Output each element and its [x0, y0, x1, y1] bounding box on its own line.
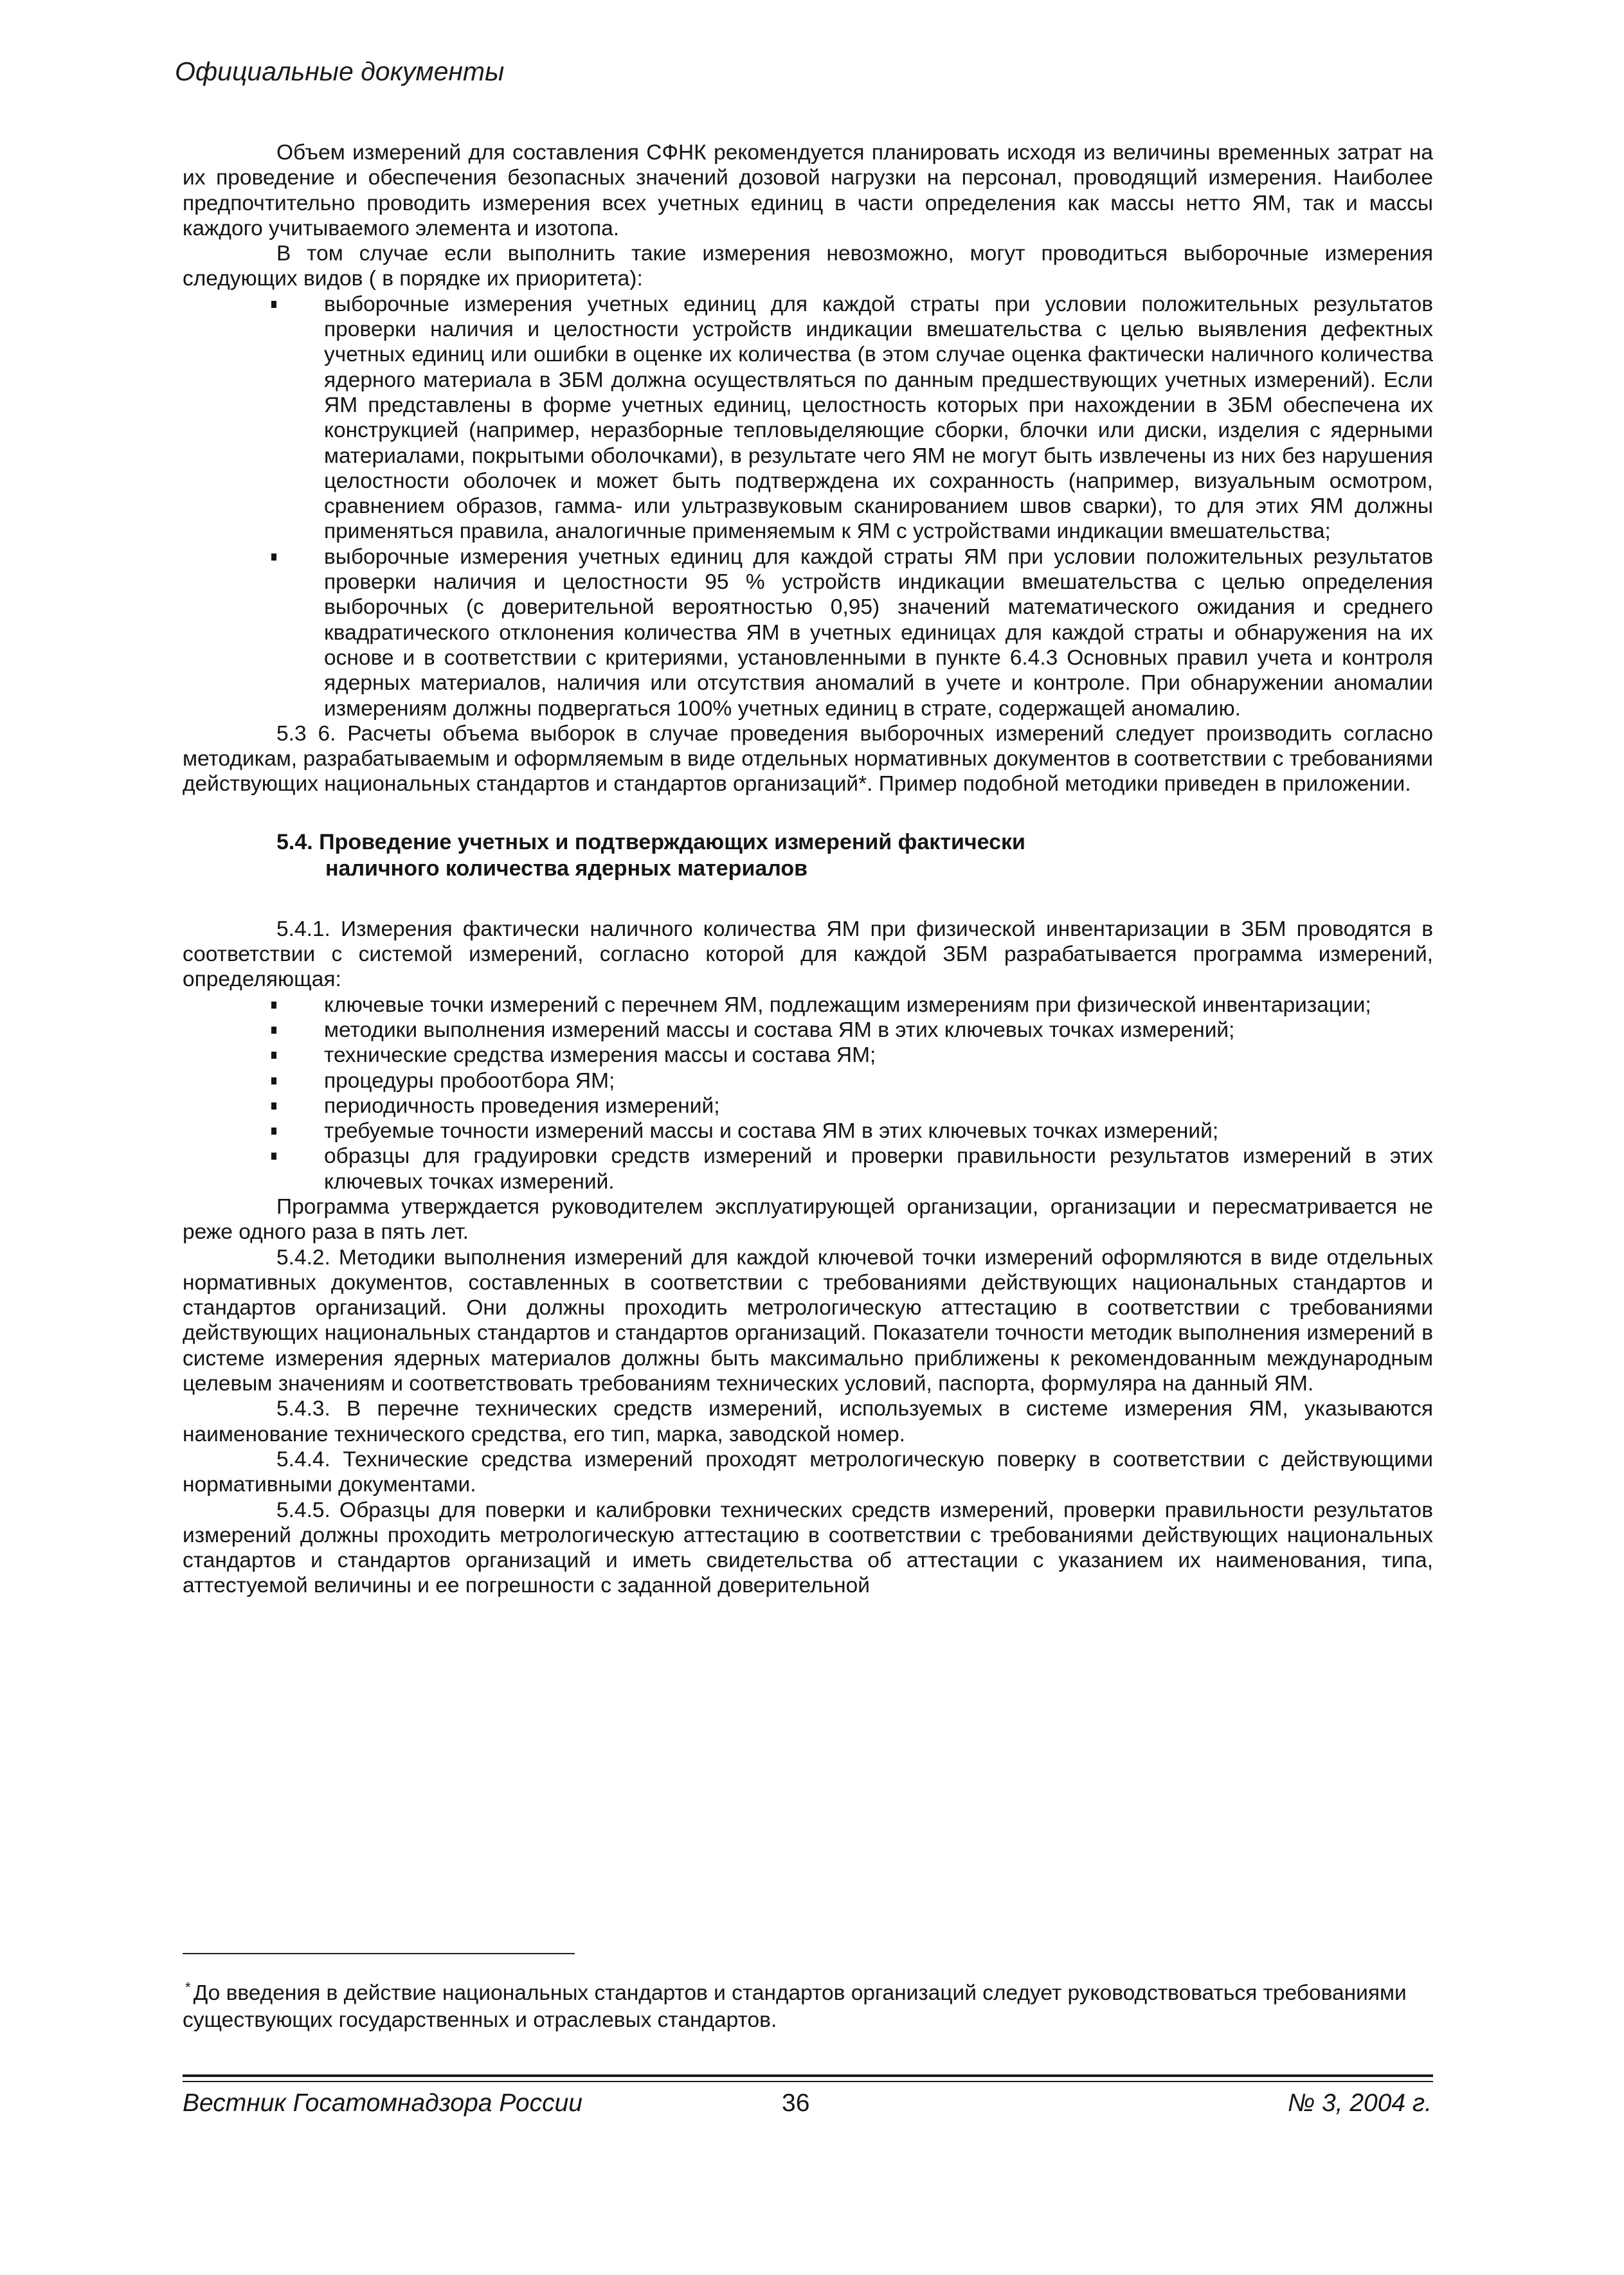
list-item [183, 1144, 1433, 1194]
bullet-marker [271, 1128, 276, 1135]
bullet-marker [271, 1153, 276, 1160]
paragraph: 5.3 6. Расчеты объема выборок в случае проведения выборочных измерений следует производить согласно методикам, разрабатываемым и оформляемым в виде отдельных нормативных документов в соответствии с требованиями действующих национальных стандартов и стандартов организаций*. Пример подобной методики приведен в приложении. [183, 721, 1433, 796]
list-item [183, 292, 1433, 544]
paragraph: 5.4.5. Образцы для поверки и калибровки технических средств измерений, проверки правильности результатов измерений должны проходить метрологическую аттестацию в соответствии с требованиями действующих национальных стандартов и стандартов организаций и иметь свидетельства об аттестации с указанием их наименования, типа, аттестуемой величины и ее погрешности с заданной доверительной [183, 1498, 1433, 1598]
list-item-text: ключевые точки измерений с перечнем ЯМ, подлежащим измерениям при физической инвентаризации; [324, 993, 1371, 1017]
document-body [183, 140, 1433, 1599]
list-item-text: образцы для градуировки средств измерений и проверки правильности результатов измерений в этих ключевых точках измерений. [324, 1144, 1433, 1194]
footnote-text: До введения в действие национальных стандартов и стандартов организаций следует руководствоваться требованиями существующих государственных и отраслевых стандартов. [183, 1981, 1407, 2033]
list-item [183, 993, 1433, 1018]
bullet-marker [271, 553, 276, 561]
list-item-text: выборочные измерения учетных единиц для каждой страты при условии положительных результатов проверки наличия и целостности устройств индикации вмешательства с целью выявления дефектных учетных единиц или ошибки в оценке их количества (в этом случае оценка фактически наличного количества ядерного материала в ЗБМ должна осуществляться по данным предшествующих учетных измерений). Если ЯМ представлены в форме учетных единиц, целостность которых при нахождении в ЗБМ обеспечена их конструкцией (например, неразборные тепловыделяющие сборки, блочки или диски, изделия с ядерными материалами, покрытыми оболочками), в результате чего ЯМ не могут быть извлечены из них без нарушения целостности оболочек и может быть подтверждена их сохранность (например, визуальным осмотром, сравнением образов, гамма- или ультразвуковым сканированием швов сварки), то для этих ЯМ должны применяться правила, аналогичные применяемым к ЯМ с устройствами индикации вмешательства; [324, 292, 1433, 544]
paragraph: Объем измерений для составления СФНК рекомендуется планировать исходя из величины временных затрат на их проведение и обеспечения безопасных значений дозовой нагрузки на персонал, проводящий измерения. Наиболее предпочтительно проводить измерения всех учетных единиц в части определения как массы нетто ЯМ, так и массы каждого учитываемого элемента и изотопа. [183, 141, 1433, 240]
bullet-marker [271, 1002, 276, 1009]
footer-rule [183, 2074, 1433, 2077]
list-item-text: периодичность проведения измерений; [324, 1093, 720, 1118]
bullet-marker [271, 1102, 276, 1110]
paragraph: Программа утверждается руководителем эксплуатирующей организации, организации и пересматривается не реже одного раза в пять лет. [183, 1194, 1433, 1245]
footnote [183, 1974, 1433, 2034]
footer-rule [183, 2081, 1433, 2082]
section-heading-line: наличного количества ядерных материалов [325, 856, 808, 881]
section-heading [183, 829, 1433, 882]
paragraph: 5.4.1. Измерения фактически наличного количества ЯМ при физической инвентаризации в ЗБМ проводятся в соответствии с системой измерений, согласно которой для каждой ЗБМ разрабатывается программа измерений, определяющая: [183, 917, 1433, 992]
running-title: Официальные документы [175, 57, 505, 86]
paragraph: 5.4.3. В перечне технических средств измерений, используемых в системе измерения ЯМ, указываются наименование технического средства, его тип, марка, заводской номер. [183, 1397, 1433, 1446]
bullet-marker [271, 301, 276, 308]
list-item [183, 1119, 1433, 1144]
footnote-mark: * [185, 1979, 191, 1995]
bullet-marker [271, 1077, 276, 1084]
bullet-list [183, 292, 1433, 721]
list-item-text: методики выполнения измерений массы и состава ЯМ в этих ключевых точках измерений; [324, 1018, 1235, 1042]
list-item [183, 1093, 1433, 1119]
section-heading-line: 5.4. Проведение учетных и подтверждающих измерений фактически [276, 829, 1025, 854]
list-item-text: процедуры пробоотбора ЯМ; [324, 1068, 615, 1093]
bullet-marker [271, 1027, 276, 1034]
bullet-list [183, 993, 1433, 1194]
footer-issue: № 3, 2004 г. [1287, 2089, 1432, 2117]
paragraph: 5.4.4. Технические средства измерений проходят метрологическую поверку в соответствии с действующими нормативными документами. [183, 1447, 1433, 1497]
list-item [183, 544, 1433, 721]
list-item [183, 1043, 1433, 1068]
list-item-text: требуемые точности измерений массы и состава ЯМ в этих ключевых точках измерений; [324, 1119, 1219, 1144]
footer-journal-title: Вестник Госатомнадзора России [183, 2089, 582, 2117]
page-number: 36 [782, 2089, 810, 2117]
paragraph: В том случае если выполнить такие измерения невозможно, могут проводиться выборочные измерения следующих видов ( в порядке их приоритета): [183, 242, 1433, 291]
list-item-text: выборочные измерения учетных единиц для каждой страты ЯМ при условии положительных результатов проверки наличия и целостности 95 % устройств индикации вмешательства с целью определения выборочных (с доверительной вероятностью 0,95) значений математического ожидания и среднего квадратического отклонения количества ЯМ в учетных единицах для каждой страты и обнаружения на их основе и в соответствии с критериями, установленными в пункте 6.4.3 Основных правил учета и контроля ядерных материалов, наличия или отсутствия аномалий в учете и контроле. При обнаружении аномалии измерениям должны подвергаться 100% учетных единиц в страте, содержащей аномалию. [324, 544, 1433, 721]
list-item [183, 1068, 1433, 1093]
list-item [183, 1018, 1433, 1043]
footnote-divider [183, 1953, 575, 1954]
paragraph: 5.4.2. Методики выполнения измерений для каждой ключевой точки измерений оформляются в виде отдельных нормативных документов, составленных в соответствии с требованиями действующих национальных стандартов и стандартов организаций. Они должны проходить метрологическую аттестацию в соответствии с требованиями действующих национальных стандартов и стандартов организаций. Показатели точности методик выполнения измерений в системе измерения ядерных материалов должны быть максимально приближены к рекомендованным международным целевым значениям и соответствовать требованиям технических условий, паспорта, формуляра на данный ЯМ. [183, 1245, 1433, 1396]
list-item-text: технические средства измерения массы и состава ЯМ; [324, 1043, 876, 1068]
bullet-marker [271, 1052, 276, 1059]
